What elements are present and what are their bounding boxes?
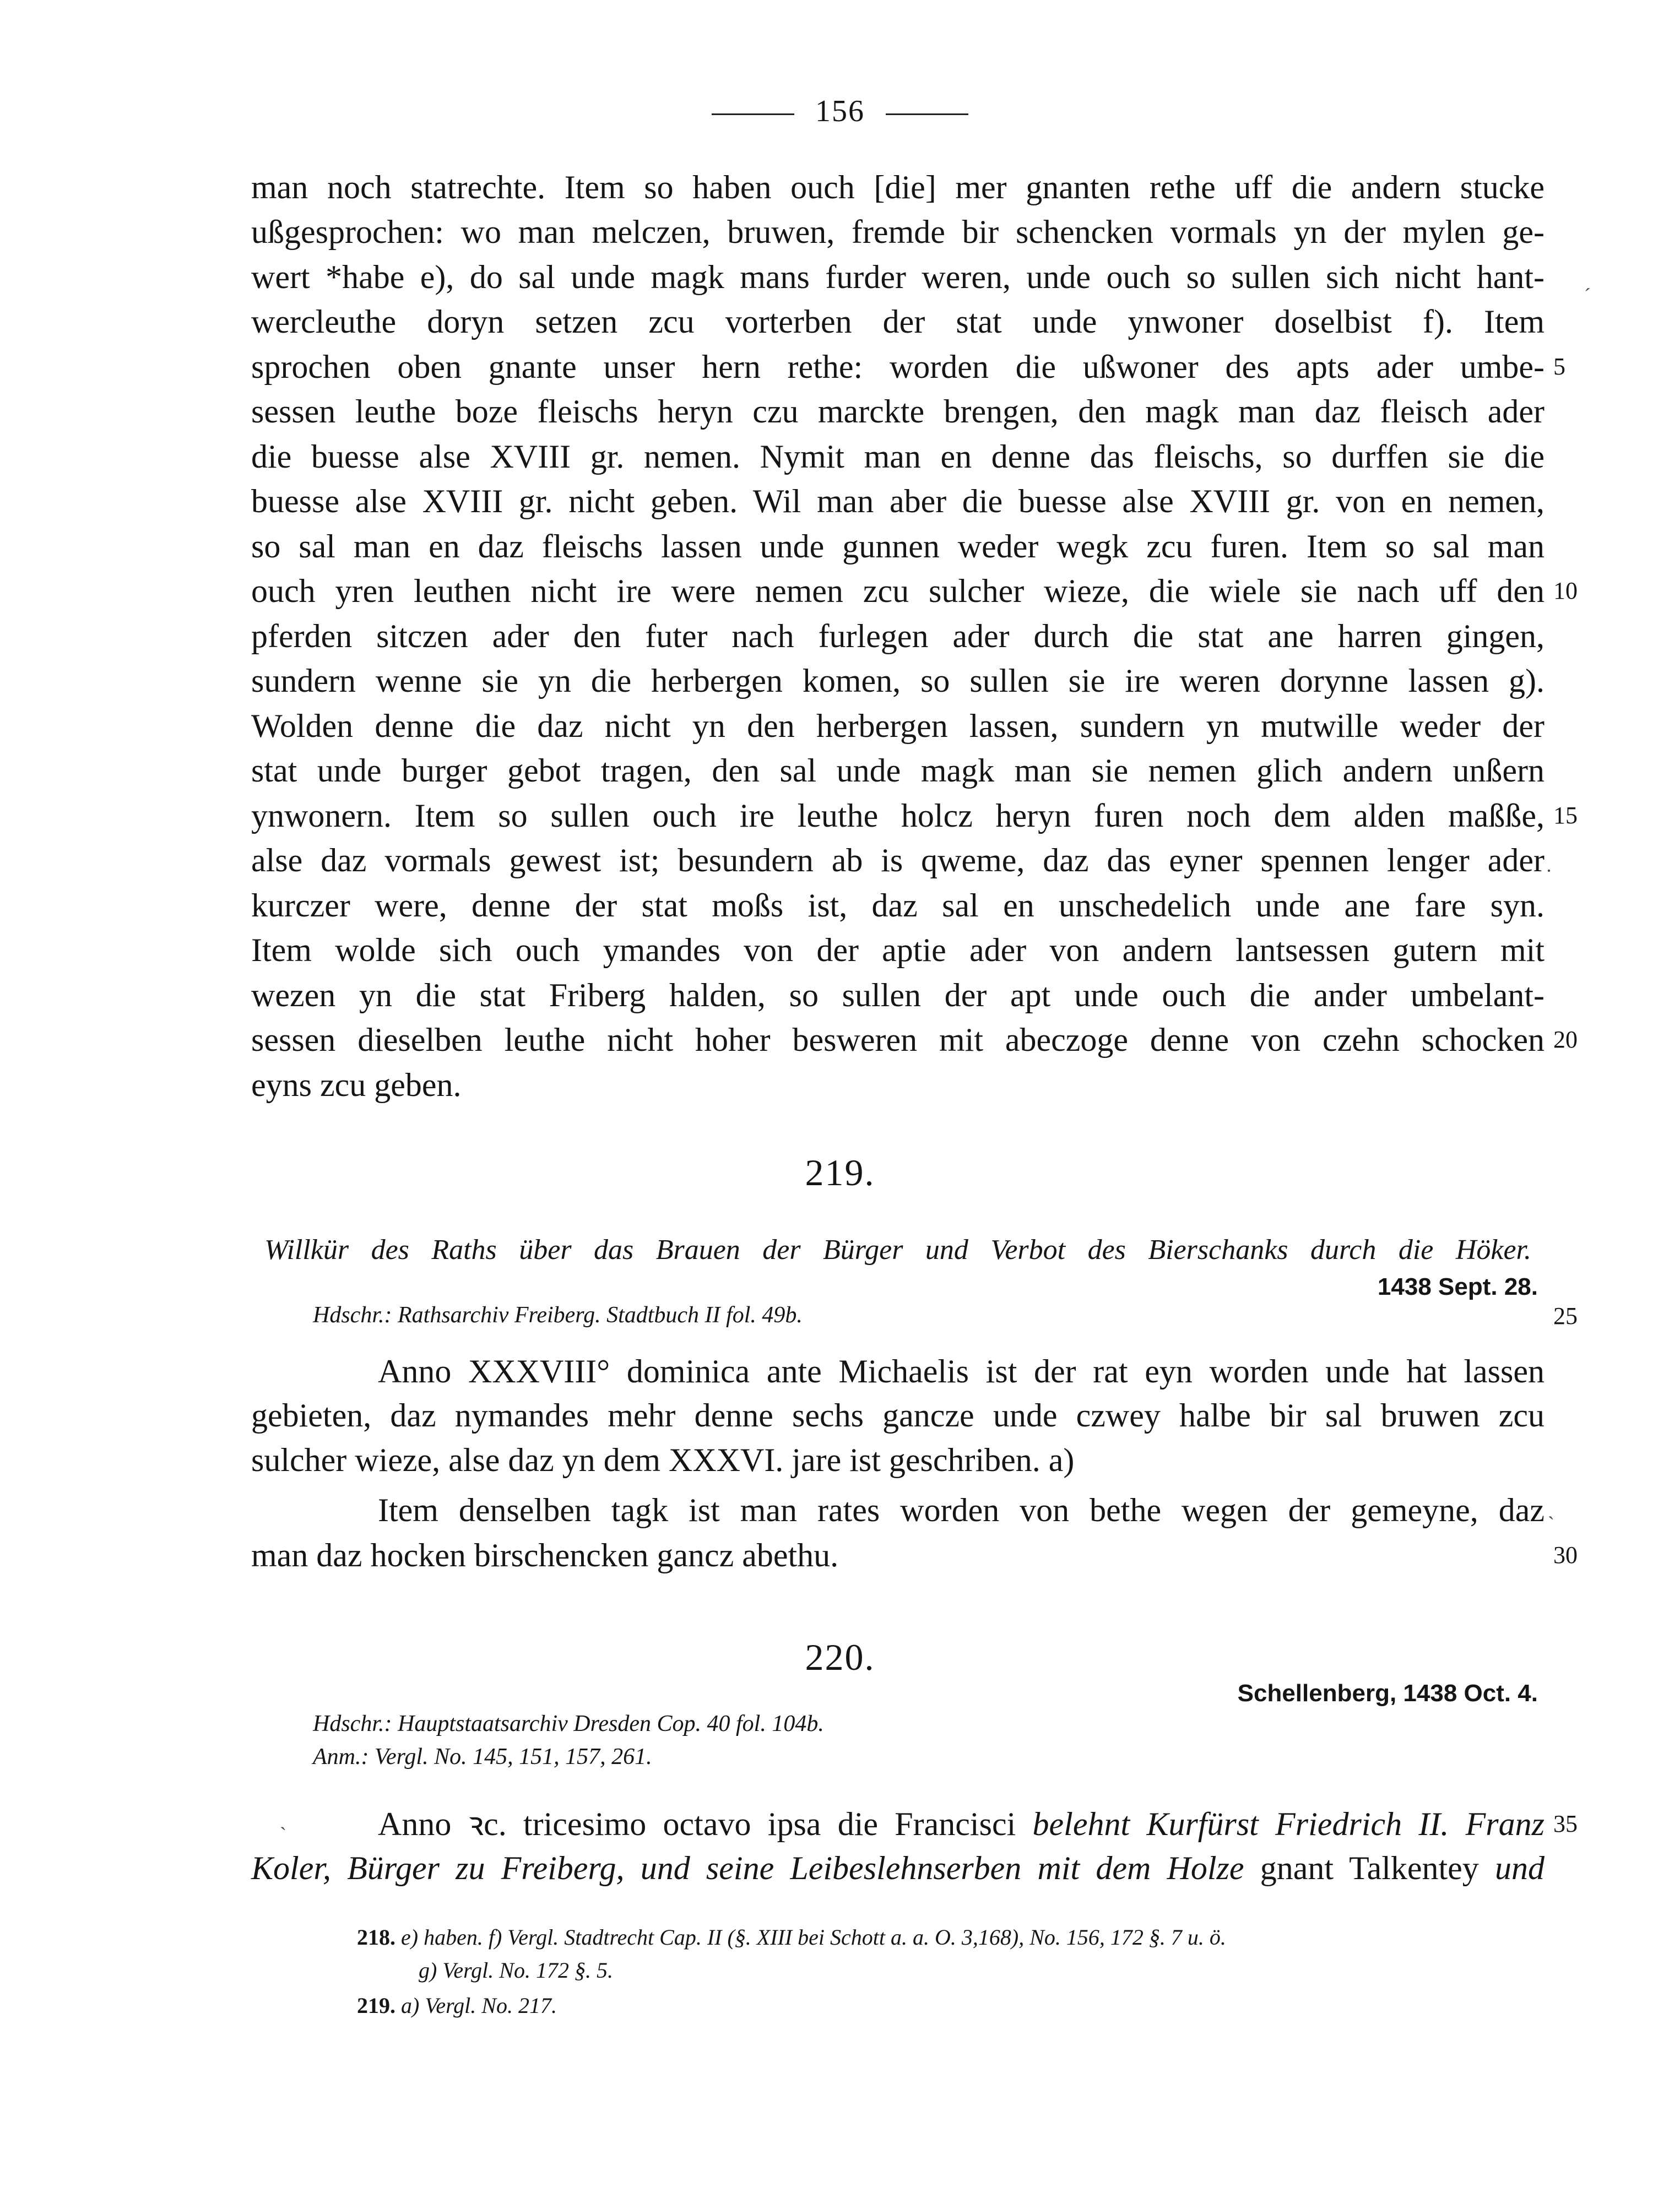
margin-mark: · [1546, 860, 1552, 882]
body-line: Item wolde sich ouch ymandes von der aptie ader von andern lantsessen gutern mit [251, 932, 1544, 968]
text-italic: und [1495, 1850, 1544, 1886]
page-number-dash-left [712, 113, 794, 115]
margin-mark: ˏ [1548, 1497, 1554, 1519]
text-italic: Koler, Bürger zu Freiberg, und seine Leibeslehnserben mit dem Holze [251, 1850, 1244, 1886]
body-line: sulcher wieze, alse daz yn dem XXXVI. jare ist geschriben. a) [251, 1442, 1075, 1478]
margin-mark: ˊ [1584, 284, 1591, 306]
body-line: wert *habe e), do sal unde magk mans furder weren, unde ouch so sullen sich nicht hant- [251, 259, 1544, 295]
body-line: stat unde burger gebot tragen, den sal unde magk man sie nemen glich andern unßern [251, 752, 1544, 789]
line-number: 30 [1553, 1542, 1578, 1568]
body-line: sundern wenne sie yn die herbergen komen, so sullen sie ire weren dorynne lassen g). [251, 663, 1544, 699]
document-title: Willkür des Raths über das Brauen der Bürger und Verbot des Bierschanks durch die Höker. [264, 1234, 1531, 1266]
document-number: 220. [805, 1636, 875, 1678]
document-date: 1438 Sept. 28. [1377, 1273, 1538, 1300]
body-line: man daz hocken birschencken gancz abethu. [251, 1537, 839, 1573]
footnote-ref: 218. [357, 1925, 395, 1950]
body-line [251, 1846, 1544, 1890]
footnote-text: e) haben. f) Vergl. Stadtrecht Cap. II (§. XIII bei Schott a. a. O. 3,168), No. 156, 172 §. 7 u. ö. [401, 1925, 1226, 1950]
line-number: 20 [1553, 1026, 1578, 1053]
footnote-text: a) Vergl. No. 217. [401, 1993, 557, 2018]
body-line: ouch yren leuthen nicht ire were nemen zcu sulcher wieze, die wiele sie nach uff den [251, 573, 1544, 609]
body-line [378, 1802, 1544, 1846]
body-line: alse daz vormals gewest ist; besundern ab is qweme, daz das eyner spennen lenger ader [251, 842, 1544, 878]
body-line: Anno XXXVIII° dominica ante Michaelis ist der rat eyn worden unde hat lassen [378, 1353, 1544, 1390]
body-line: wezen yn die stat Friberg halden, so sullen der apt unde ouch die ander umbelant- [251, 977, 1544, 1013]
body-line: ußgesprochen: wo man melczen, bruwen, fremde bir schencken vormals yn der mylen ge- [251, 214, 1544, 250]
margin-mark: ˎ [280, 1808, 286, 1830]
body-line: buesse alse XVIII gr. nicht geben. Wil man aber die buesse alse XVIII gr. von en nemen, [251, 483, 1544, 519]
text-roman: Anno ꝛc. tricesimo octavo ipsa die Francisci [378, 1806, 1033, 1842]
line-number: 35 [1553, 1810, 1578, 1837]
body-line: gebieten, daz nymandes mehr denne sechs gancze unde czwey halbe bir sal bruwen zcu [251, 1397, 1544, 1434]
body-line: so sal man en daz fleischs lassen unde gunnen weder wegk zcu furen. Item so sal man [251, 528, 1544, 565]
body-line: sprochen oben gnante unser hern rethe: worden die ußwoner des apts ader umbe- [251, 349, 1544, 385]
line-number: 25 [1553, 1302, 1578, 1329]
document-number: 219. [805, 1152, 875, 1193]
line-number: 10 [1553, 577, 1578, 604]
annotation-note: Anm.: Vergl. No. 145, 151, 157, 261. [313, 1744, 652, 1770]
body-line: eyns zcu geben. [251, 1067, 462, 1103]
body-line: man noch statrechte. Item so haben ouch [die] mer gnanten rethe uff die andern stucke [251, 169, 1544, 205]
page-number-text: 156 [815, 94, 865, 128]
body-line: Wolden denne die daz nicht yn den herbergen lassen, sundern yn mutwille weder der [251, 708, 1544, 744]
line-number: 15 [1553, 802, 1578, 829]
footnote-text: g) Vergl. No. 172 §. 5. [419, 1958, 613, 1983]
footnote-218 [357, 1921, 1226, 1954]
footnote-219 [357, 1989, 557, 2022]
body-line: kurczer were, denne der stat moßs ist, daz sal en unschedelich unde ane fare syn. [251, 887, 1544, 924]
body-line: wercleuthe doryn setzen zcu vorterben der stat unde ynwoner doselbist f). Item [251, 303, 1544, 340]
page-number-dash-right [886, 113, 968, 115]
line-number: 5 [1553, 353, 1565, 380]
page-number [0, 94, 1680, 129]
footnote-ref: 219. [357, 1993, 395, 2018]
text-italic: belehnt Kurfürst Friedrich II. Franz [1032, 1806, 1544, 1842]
body-line: die buesse alse XVIII gr. nemen. Nymit man en denne das fleischs, so durffen sie die [251, 438, 1544, 475]
body-line: ynwonern. Item so sullen ouch ire leuthe holcz heryn furen noch dem alden maßße, [251, 797, 1544, 834]
body-line: pferden sitczen ader den futer nach furlegen ader durch die stat ane harren gingen, [251, 618, 1544, 654]
body-line: sessen dieselben leuthe nicht hoher besweren mit abeczoge denne von czehn schocken [251, 1022, 1544, 1058]
body-line: sessen leuthe boze fleischs heryn czu marckte brengen, den magk man daz fleisch ader [251, 393, 1544, 430]
text-roman: gnant Talkentey [1244, 1850, 1495, 1886]
document-date: Schellenberg, 1438 Oct. 4. [1237, 1680, 1538, 1707]
manuscript-source: Hdschr.: Hauptstaatsarchiv Dresden Cop. 40 fol. 104b. [313, 1711, 824, 1736]
body-line: Item denselben tagk ist man rates worden von bethe wegen der gemeyne, daz [378, 1492, 1544, 1528]
manuscript-source: Hdschr.: Rathsarchiv Freiberg. Stadtbuch II fol. 49b. [313, 1302, 803, 1328]
